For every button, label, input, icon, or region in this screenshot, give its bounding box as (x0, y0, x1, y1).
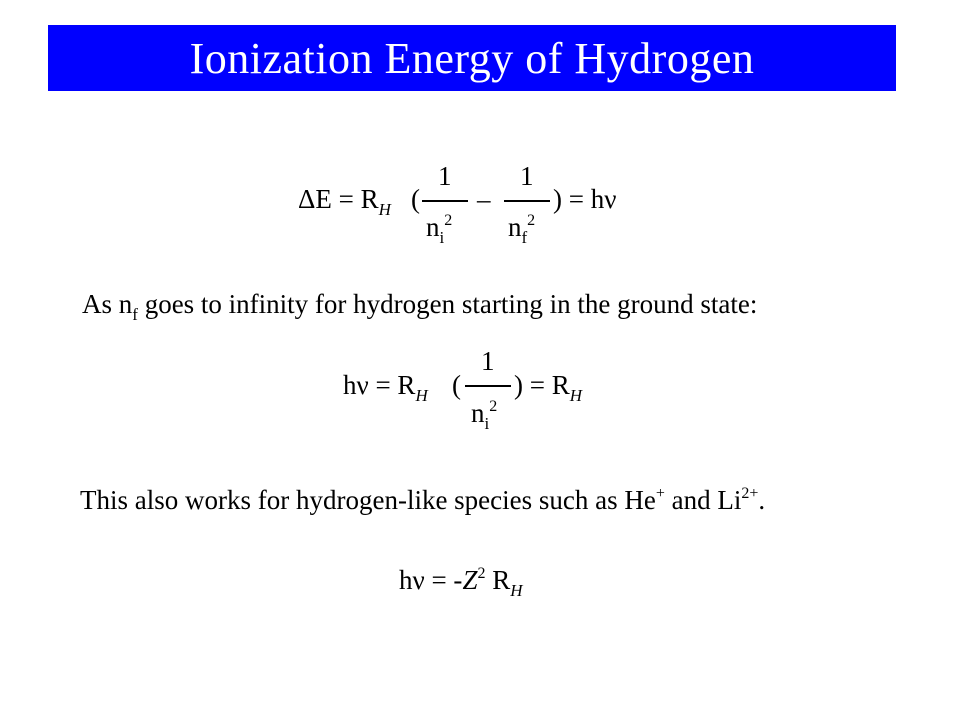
eq1-numerator-2: 1 (520, 161, 534, 191)
eq2-denominator: $n_i^2$ (471, 398, 498, 433)
slide-title: Ionization Energy of Hydrogen (189, 33, 755, 83)
eq2-numerator: 1 (481, 346, 495, 376)
eq1-denominator-1: $n_i^2$ (426, 212, 453, 247)
eq1-minus: – (477, 184, 491, 214)
eq1-open-paren: ( (411, 184, 420, 214)
eq1-numerator-1: 1 (438, 161, 452, 191)
eq1-lhs: $\Delta E = R_H$ (298, 184, 391, 219)
eq2-open-paren: ( (452, 370, 461, 400)
eq1-fraction-line-2 (504, 200, 550, 202)
equation-z-squared: $h\nu = -Z^2$ $R_H$ (399, 565, 523, 600)
eq2-fraction-line (465, 385, 511, 387)
eq1-rhs: ) = hν (553, 184, 617, 214)
eq1-fraction-line-1 (422, 200, 468, 202)
sentence-infinity: As $n_f$ goes to infinity for hydrogen starting in the ground state: (82, 289, 758, 324)
sentence-hydrogen-like: This also works for hydrogen-like species such as He+ and $Li^{2+}$. (80, 485, 766, 515)
title-bar (48, 25, 896, 91)
eq2-rhs: ) = $R_H$ (514, 370, 583, 405)
eq1-denominator-2: $n_f^2$ (508, 212, 536, 247)
eq2-lhs: $h\nu = R_H$ (343, 370, 428, 405)
